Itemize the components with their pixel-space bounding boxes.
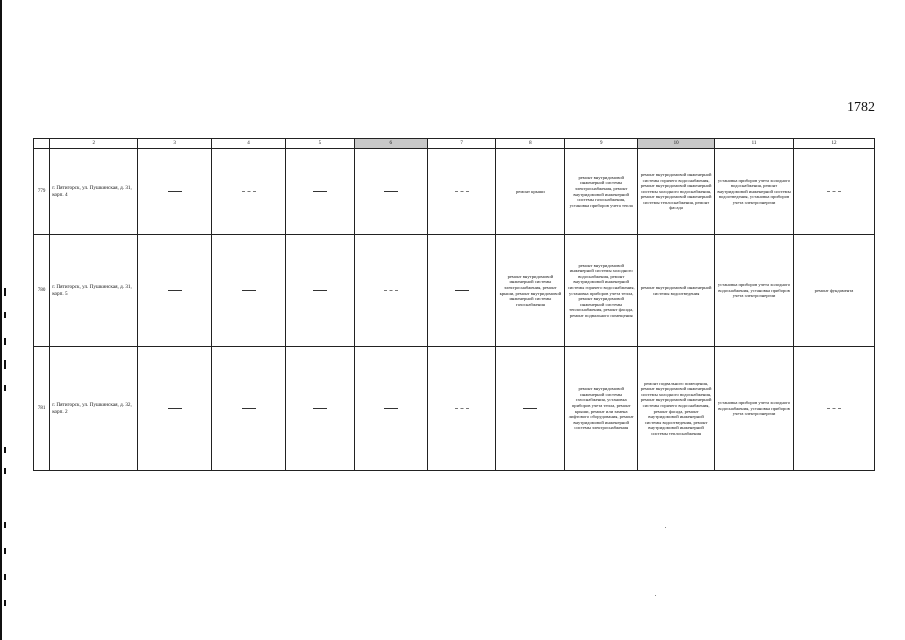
empty-cell: [354, 235, 427, 347]
column-number-row: [34, 139, 875, 149]
column-number: 10: [638, 139, 715, 149]
work-cell: установка приборов учета холодного водоснабжения, установка приборов учета электроэнергии: [715, 347, 794, 471]
column-number: [34, 139, 50, 149]
empty-cell: [212, 347, 286, 471]
work-cell: ремонт внутридомовой инженерной системы холодного водоснабжения, ремонт внутридомовой инженерной системы горячего водоснабжения, установка приборов учета тепла, ремонт внутридомовой инженерной системы теплоснабжения, ремонт фасада, ремонт подвального помещения: [565, 235, 638, 347]
empty-cell: [793, 149, 874, 235]
row-number: 780: [34, 235, 50, 347]
table-row: [34, 235, 875, 347]
dash-mark: [242, 191, 256, 192]
work-cell: ремонт внутридомовой инженерной системы горячего водоснабжения, ремонт внутридомовой инженерной системы холодного водоснабжения, ремонт внутридомовой инженерной системы теплоснабжения, ремонт фасада: [638, 149, 715, 235]
register-table: [33, 138, 875, 471]
empty-cell: [138, 347, 212, 471]
work-cell: ремонт подвального помещения, ремонт внутридомовой инженерной системы холодного водоснабжения, ремонт внутридомовой инженерной системы горячего водоснабжения, ремонт фасада, ремонт внутридомовой инженерной системы водоотведения, ремонт внутридомовой инженерной системы теплоснабжения: [638, 347, 715, 471]
column-number: 9: [565, 139, 638, 149]
work-cell: ремонт фундамента: [793, 235, 874, 347]
work-cell: установка приборов учета холодного водоснабжения, ремонт внутридомовой инженерной системы водоотведения, установка приборов учета электроэнергии: [715, 149, 794, 235]
scan-edge-mark: [4, 385, 6, 391]
scan-edge-mark: [4, 522, 6, 528]
empty-cell: [212, 235, 286, 347]
work-cell: ремонт внутридомовой инженерной системы газоснабжения, установка приборов учета тепла, ремонт крыши, ремонт или замена лифтового оборудования, ремонт внутридомовой инженерной системы электроснабжения: [565, 347, 638, 471]
address-cell: г. Пятигорск, ул. Пушкинская, д. 31, корп. 5: [50, 235, 138, 347]
table-row: [34, 149, 875, 235]
dash-mark: [242, 290, 256, 291]
empty-cell: [427, 235, 496, 347]
empty-cell: [427, 347, 496, 471]
dash-mark: [168, 408, 182, 409]
address-cell: г. Пятигорск, ул. Пушкинская, д. 31, корп. 4: [50, 149, 138, 235]
dash-mark: [313, 290, 327, 291]
work-cell: ремонт внутридомовой инженерной системы электроснабжения, ремонт крыши, ремонт внутридомовой инженерной системы газоснабжения: [496, 235, 565, 347]
empty-cell: [285, 347, 354, 471]
work-cell: ремонт внутридомовой инженерной системы электроснабжения, ремонт внутридомовой инженерной системы газоснабжения, установка приборов учета тепла: [565, 149, 638, 235]
column-number: 6: [354, 139, 427, 149]
column-number: 3: [138, 139, 212, 149]
page-number: 1782: [847, 100, 875, 115]
dash-mark: [313, 191, 327, 192]
empty-cell: [354, 149, 427, 235]
scan-dot: [655, 595, 656, 596]
scan-edge-mark: [4, 574, 6, 580]
dash-mark: [455, 290, 469, 291]
dash-mark: [168, 191, 182, 192]
column-number: 7: [427, 139, 496, 149]
column-number: 8: [496, 139, 565, 149]
scan-edge-line: [0, 0, 2, 640]
dash-mark: [455, 408, 469, 409]
dash-mark: [242, 408, 256, 409]
row-number: 779: [34, 149, 50, 235]
row-number: 781: [34, 347, 50, 471]
dash-mark: [384, 408, 398, 409]
dash-mark: [384, 191, 398, 192]
column-number: 5: [285, 139, 354, 149]
dash-mark: [168, 290, 182, 291]
scan-dot: [665, 527, 666, 528]
empty-cell: [138, 235, 212, 347]
scan-edge-mark: [4, 288, 6, 296]
empty-cell: [793, 347, 874, 471]
column-number: 4: [212, 139, 286, 149]
work-cell: установка приборов учета холодного водоснабжения, установка приборов учета электроэнергии: [715, 235, 794, 347]
work-cell: ремонт крыши: [496, 149, 565, 235]
empty-cell: [285, 149, 354, 235]
column-number: 11: [715, 139, 794, 149]
dash-mark: [384, 290, 398, 291]
empty-cell: [285, 235, 354, 347]
column-number: 2: [50, 139, 138, 149]
dash-mark: [827, 191, 841, 192]
scan-edge-mark: [4, 360, 6, 369]
empty-cell: [212, 149, 286, 235]
empty-cell: [354, 347, 427, 471]
dash-mark: [313, 408, 327, 409]
work-cell: ремонт внутридомовой инженерной системы водоотведения: [638, 235, 715, 347]
scan-edge-mark: [4, 600, 6, 606]
scan-edge-mark: [4, 312, 6, 318]
scan-edge-mark: [4, 338, 6, 345]
dash-mark: [455, 191, 469, 192]
empty-cell: [427, 149, 496, 235]
scan-edge-mark: [4, 468, 6, 474]
dash-mark: [523, 408, 537, 409]
empty-cell: [496, 347, 565, 471]
scan-edge-mark: [4, 447, 6, 453]
column-number: 12: [793, 139, 874, 149]
address-cell: г. Пятигорск, ул. Пушкинская, д. 32, корп. 2: [50, 347, 138, 471]
scan-edge-mark: [4, 548, 6, 554]
empty-cell: [138, 149, 212, 235]
table-row: [34, 347, 875, 471]
dash-mark: [827, 408, 841, 409]
